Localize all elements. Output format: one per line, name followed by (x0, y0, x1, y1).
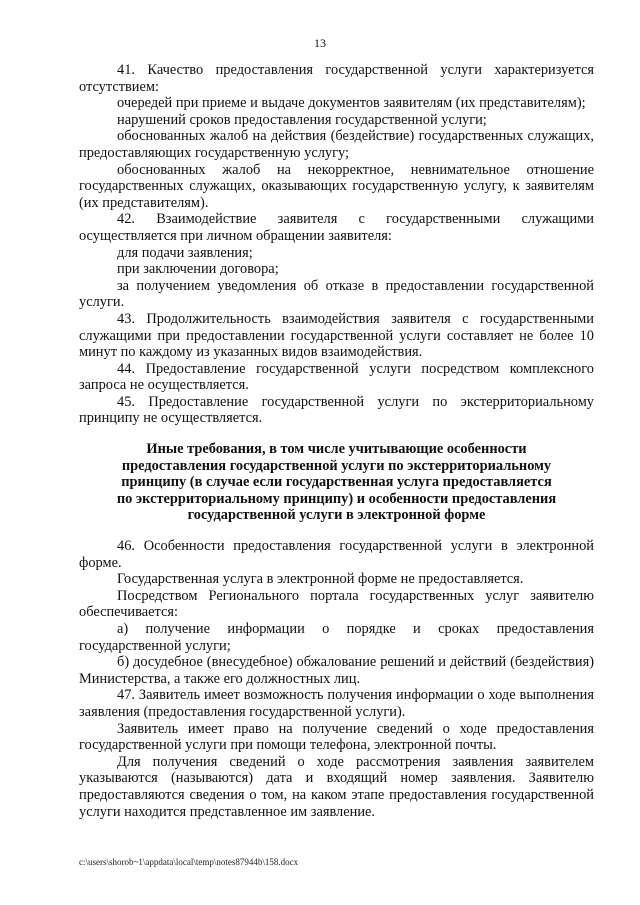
paragraph-right-to-info: Заявитель имеет право на получение сведений о ходе предоставления государственной услуги при помощи телефона, электронной почты. (79, 720, 594, 754)
list-item-queues: очередей при приеме и выдаче документов заявителям (их представителям); (117, 95, 586, 112)
paragraph-46: 46. Особенности предоставления государственной услуги в электронной форме. (79, 538, 594, 571)
list-item-contract: при заключении договора; (117, 261, 279, 278)
heading-line: Иные требования, в том числе учитывающие особенности (146, 441, 527, 458)
paragraph-41: 41. Качество предоставления государственной услуги характеризуется отсутствием: (79, 62, 594, 95)
paragraph-44: 44. Предоставление государственной услуги посредством комплексного запроса не осуществляется. (79, 360, 594, 394)
paragraph-45: 45. Предоставление государственной услуги по экстерриториальному принципу не осуществляется. (79, 393, 594, 427)
list-item-application: для подачи заявления; (117, 244, 253, 261)
list-item-b: б) досудебное (внесудебное) обжалование решений и действий (бездействия) Министерства, а также его должностных лиц. (79, 654, 594, 687)
paragraph-portal: Посредством Регионального портала государственных услуг заявителю обеспечивается: (79, 587, 594, 621)
heading-line: государственной услуги в электронной форме (187, 507, 486, 524)
list-item-complaints-attitude: обоснованных жалоб на некорректное, невнимательное отношение государственных служащих, оказывающих государственную услугу, к заявителям (их представителям). (79, 161, 594, 211)
list-item-refusal-notice: за получением уведомления об отказе в предоставлении государственной услуги. (79, 277, 594, 311)
paragraph-43: 43. Продолжительность взаимодействия заявителя с государственными служащими при предоставлении государственной услуги составляет не более 10 минут по каждому из указанных видов взаимодействия. (79, 310, 594, 361)
footer-file-path: c:\users\shorob~1\appdata\local\temp\notes87944b\158.docx (79, 857, 299, 867)
paragraph-status-info: Для получения сведений о ходе рассмотрения заявления заявителем указываются (называются) дата и входящий номер заявления. Заявителю предоставляются сведения о том, на каком этапе предоставления государственной услуги находится представленное им заявление. (79, 753, 594, 820)
heading-line: по экстерриториальному принципу) и особенности предоставления (116, 490, 557, 507)
paragraph-42: 42. Взаимодействие заявителя с государственными служащими осуществляется при личном обращении заявителя: (79, 211, 594, 244)
section-heading (79, 441, 594, 524)
list-item-complaints-actions: обоснованных жалоб на действия (бездействие) государственных служащих, предоставляющих государственную услугу; (79, 128, 594, 161)
list-item-deadlines: нарушений сроков предоставления государственной услуги; (117, 111, 487, 128)
heading-line: предоставления государственной услуги по экстерриториальному (121, 457, 552, 474)
heading-line: принципу (в случае если государственная услуга предоставляется (121, 474, 552, 491)
paragraph-electronic-not-provided: Государственная услуга в электронной форме не предоставляется. (117, 571, 524, 588)
document-body (79, 62, 594, 820)
list-item-a: а) получение информации о порядке и сроках предоставления государственной услуги; (79, 621, 594, 654)
page-number: 13 (314, 36, 326, 50)
paragraph-47: 47. Заявитель имеет возможность получения информации о ходе выполнения заявления (предоставления государственной услуги). (79, 687, 594, 720)
